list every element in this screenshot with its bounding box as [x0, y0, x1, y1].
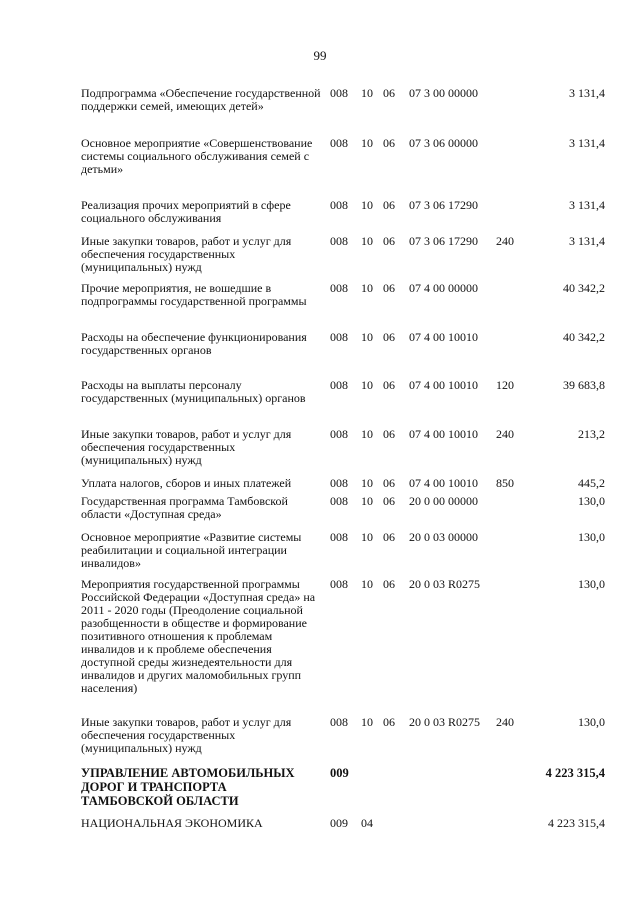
- subsection-code: 06: [383, 281, 395, 295]
- subsection-code: 06: [383, 715, 395, 729]
- target-article-code: 07 4 00 10010: [409, 476, 478, 490]
- amount: 130,0: [578, 530, 605, 544]
- section-code: 10: [361, 476, 373, 490]
- ministry-code: 008: [330, 715, 348, 729]
- ministry-code: 008: [330, 476, 348, 490]
- ministry-code: 008: [330, 281, 348, 295]
- amount: 3 131,4: [569, 86, 605, 100]
- ministry-code: 008: [330, 198, 348, 212]
- subsection-code: 06: [383, 476, 395, 490]
- ministry-code: 008: [330, 86, 348, 100]
- target-article-code: 07 3 06 00000: [409, 136, 478, 150]
- amount: 39 683,8: [563, 378, 605, 392]
- amount: 3 131,4: [569, 234, 605, 248]
- row-name: Иные закупки товаров, работ и услуг для обеспечения государственных (муниципальных) нужд: [81, 715, 292, 755]
- row-name: Уплата налогов, сборов и иных платежей: [81, 476, 292, 490]
- amount: 130,0: [578, 715, 605, 729]
- amount: 130,0: [578, 494, 605, 508]
- row-name: Расходы на обеспечение функционирования государственных органов: [81, 330, 307, 357]
- ministry-code: 008: [330, 530, 348, 544]
- subsection-code: 06: [383, 427, 395, 441]
- subsection-code: 06: [383, 136, 395, 150]
- row-name: Мероприятия государственной программы Российской Федерации «Доступная среда» на 2011 - 2020 годы (Преодоление социальной разобщенности в обществе и формирование позитивного отношения к проблемам инвалидов и к проблеме обеспечения доступной среды жизнедеятельности для инвалидов и других маломобильных групп населения): [81, 577, 316, 695]
- row-name: Прочие мероприятия, не вошедшие в подпрограммы государственной программы: [81, 281, 307, 308]
- ministry-code: 008: [330, 136, 348, 150]
- target-article-code: 07 3 06 17290: [409, 234, 478, 248]
- amount: 40 342,2: [563, 330, 605, 344]
- section-code: 10: [361, 494, 373, 508]
- page-number: 99: [313, 48, 327, 63]
- row-name: Иные закупки товаров, работ и услуг для обеспечения государственных (муниципальных) нужд: [81, 427, 292, 467]
- amount: 445,2: [578, 476, 605, 490]
- target-article-code: 20 0 03 R0275: [409, 577, 481, 591]
- row-name: Иные закупки товаров, работ и услуг для обеспечения государственных (муниципальных) нужд: [81, 234, 292, 274]
- expense-type-code: 240: [496, 234, 514, 248]
- target-article-code: 07 3 06 17290: [409, 198, 478, 212]
- row-name: Расходы на выплаты персоналу государственных (муниципальных) органов: [81, 378, 306, 405]
- target-article-code: 20 0 00 00000: [409, 494, 478, 508]
- section-code: 10: [361, 378, 373, 392]
- ministry-code: 009: [330, 816, 348, 830]
- amount: 3 131,4: [569, 198, 605, 212]
- target-article-code: 07 4 00 10010: [409, 330, 478, 344]
- amount: 4 223 315,4: [545, 766, 605, 780]
- ministry-code: 009: [330, 766, 349, 780]
- subsection-code: 06: [383, 330, 395, 344]
- section-code: 10: [361, 198, 373, 212]
- amount: 4 223 315,4: [548, 816, 605, 830]
- row-name: Подпрограмма «Обеспечение государственной поддержки семей, имеющих детей»: [81, 86, 321, 113]
- target-article-code: 07 4 00 10010: [409, 427, 478, 441]
- subsection-code: 06: [383, 234, 395, 248]
- expense-type-code: 240: [496, 715, 514, 729]
- expense-type-code: 120: [496, 378, 514, 392]
- ministry-code: 008: [330, 577, 348, 591]
- amount: 213,2: [578, 427, 605, 441]
- ministry-code: 008: [330, 330, 348, 344]
- section-code: 10: [361, 234, 373, 248]
- subsection-code: 06: [383, 198, 395, 212]
- target-article-code: 07 3 00 00000: [409, 86, 478, 100]
- row-name: УПРАВЛЕНИЕ АВТОМОБИЛЬНЫХ ДОРОГ И ТРАНСПОРТА ТАМБОВСКОЙ ОБЛАСТИ: [81, 766, 295, 808]
- subsection-code: 06: [383, 577, 395, 591]
- row-name: Основное мероприятие «Совершенствование системы социального обслуживания семей с детьми»: [81, 136, 313, 176]
- target-article-code: 07 4 00 00000: [409, 281, 478, 295]
- subsection-code: 06: [383, 86, 395, 100]
- section-code: 10: [361, 530, 373, 544]
- row-name: Основное мероприятие «Развитие системы реабилитации и социальной интеграции инвалидов»: [81, 530, 302, 570]
- amount: 3 131,4: [569, 136, 605, 150]
- target-article-code: 20 0 03 00000: [409, 530, 478, 544]
- section-code: 10: [361, 427, 373, 441]
- expense-type-code: 850: [496, 476, 514, 490]
- ministry-code: 008: [330, 378, 348, 392]
- section-code: 10: [361, 281, 373, 295]
- amount: 130,0: [578, 577, 605, 591]
- ministry-code: 008: [330, 494, 348, 508]
- section-code: 04: [361, 816, 373, 830]
- section-code: 10: [361, 86, 373, 100]
- subsection-code: 06: [383, 494, 395, 508]
- row-name: Государственная программа Тамбовской области «Доступная среда»: [81, 494, 288, 521]
- subsection-code: 06: [383, 530, 395, 544]
- section-code: 10: [361, 715, 373, 729]
- section-code: 10: [361, 330, 373, 344]
- expense-type-code: 240: [496, 427, 514, 441]
- subsection-code: 06: [383, 378, 395, 392]
- section-code: 10: [361, 136, 373, 150]
- target-article-code: 07 4 00 10010: [409, 378, 478, 392]
- target-article-code: 20 0 03 R0275: [409, 715, 481, 729]
- ministry-code: 008: [330, 427, 348, 441]
- ministry-code: 008: [330, 234, 348, 248]
- section-code: 10: [361, 577, 373, 591]
- row-name: НАЦИОНАЛЬНАЯ ЭКОНОМИКА: [81, 816, 263, 830]
- row-name: Реализация прочих мероприятий в сфере социального обслуживания: [81, 198, 291, 225]
- amount: 40 342,2: [563, 281, 605, 295]
